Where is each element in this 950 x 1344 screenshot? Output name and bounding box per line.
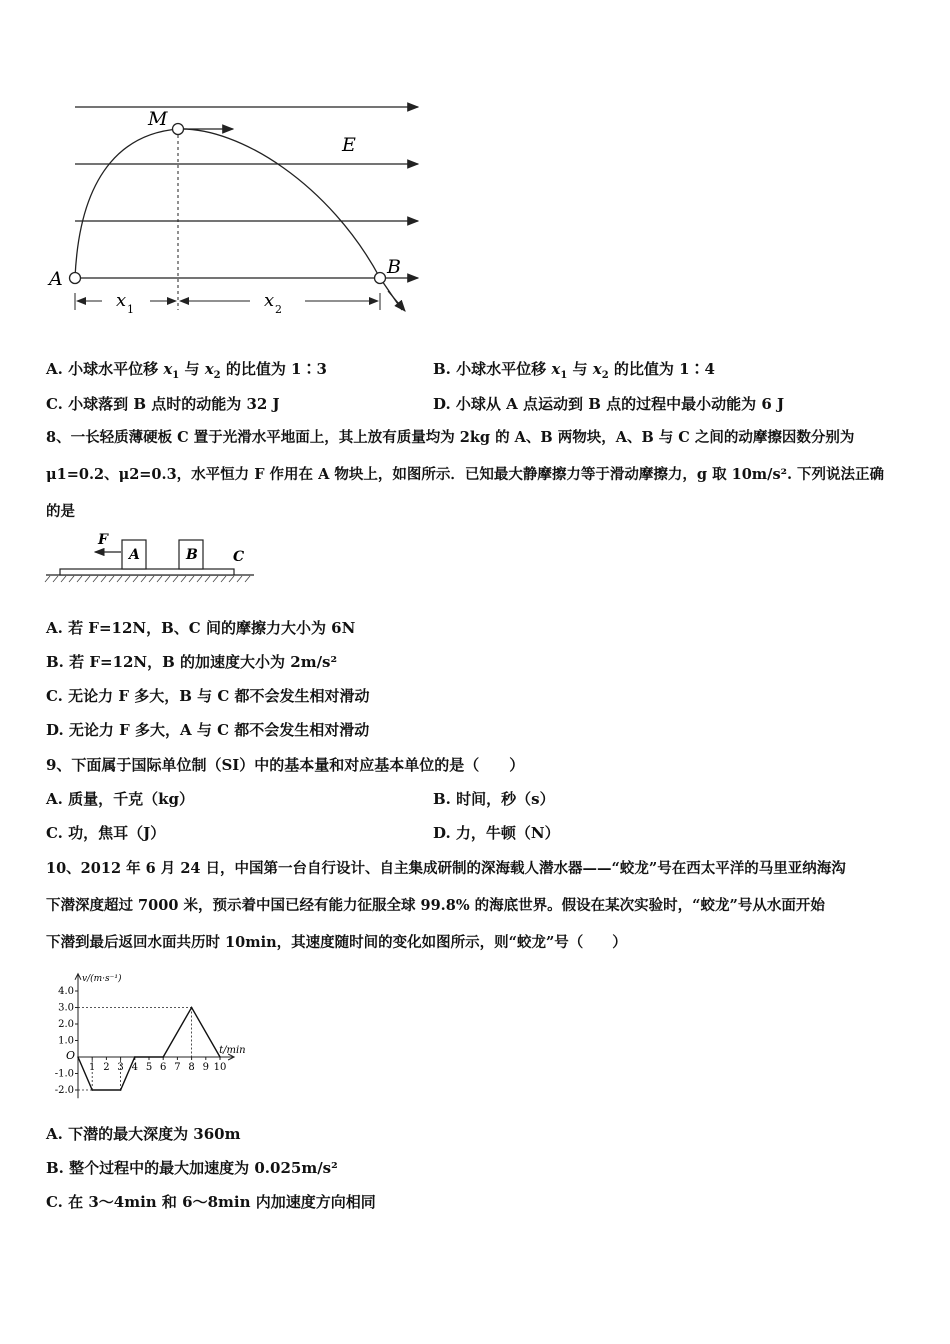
- label-x2: x: [264, 290, 275, 311]
- label-E: E: [342, 134, 356, 156]
- data-point: [162, 1056, 164, 1058]
- label-M: M: [148, 108, 168, 130]
- data-point: [91, 1089, 93, 1091]
- x-tick-label: 10: [213, 1062, 227, 1073]
- x-tick-label: 5: [145, 1062, 153, 1073]
- exit-arrow: [388, 291, 405, 311]
- x-tick-label: 4: [131, 1062, 138, 1073]
- q8-stem-line3: 的是: [46, 503, 75, 520]
- data-point: [120, 1089, 122, 1091]
- fig-label-B: B: [186, 547, 198, 563]
- q8-stem: [46, 419, 906, 530]
- q9-option-c: C. 功，焦耳（J）: [46, 824, 166, 842]
- q9-option-b: B. 时间，秒（s）: [433, 790, 555, 808]
- label-x1: x: [116, 290, 127, 311]
- y-axis-label: v/(m·s⁻¹): [82, 973, 122, 984]
- label-B: B: [387, 256, 401, 278]
- y-tick-label: -2.0: [54, 1085, 74, 1096]
- q10-stem-line3: 下潜到最后返回水面共历时 10min，其速度随时间的变化如图所示，则“蛟龙”号（ ）: [46, 934, 627, 951]
- data-point: [77, 1056, 79, 1058]
- x-tick-label: 9: [202, 1062, 209, 1073]
- board-C: [60, 569, 234, 575]
- x-tick-label: 1: [89, 1062, 96, 1073]
- q7-option-a: A. 小球水平位移 $x_1$ 与 $x_2$ 的比值为 1∶3: [46, 360, 327, 381]
- x-tick-label: 2: [103, 1062, 110, 1073]
- q9-option-a: A. 质量，千克（kg）: [46, 790, 194, 808]
- x-tick-label: 6: [160, 1062, 167, 1073]
- field-trajectory-figure: [40, 95, 440, 330]
- origin-label: O: [66, 1049, 76, 1062]
- y-tick-label: 1.0: [58, 1035, 74, 1047]
- y-tick-label: 2.0: [58, 1019, 74, 1030]
- fig-label-C: C: [233, 549, 245, 565]
- y-tick-label: 4.0: [58, 986, 74, 997]
- q8-option-b: B. 若 F=12N，B 的加速度大小为 2m/s²: [46, 653, 338, 671]
- x-axis-label: t/min: [219, 1045, 246, 1056]
- fig-label-F: F: [98, 532, 108, 548]
- data-point: [219, 1056, 221, 1058]
- q10-option-b: B. 整个过程中的最大加速度为 0.025m/s²: [46, 1159, 338, 1177]
- q9-option-d: D. 力，牛顿（N）: [433, 824, 560, 842]
- q7-option-d: D. 小球从 A 点运动到 B 点的过程中最小动能为 6 J: [433, 395, 785, 413]
- ground-hatch: [45, 576, 250, 582]
- velocity-series-line: [78, 1008, 220, 1091]
- y-tick-label: 3.0: [58, 1002, 74, 1014]
- point-B: [375, 273, 386, 284]
- point-A: [70, 273, 81, 284]
- data-point: [191, 1007, 193, 1009]
- fig-label-A: A: [129, 547, 140, 563]
- q8-stem-line2: μ1=0.2、μ2=0.3，水平恒力 F 作用在 A 物块上，如图所示．已知最大静摩擦力等于滑动摩擦力，g 取 10m/s². 下列说法正确: [46, 466, 885, 483]
- x-tick-label: 8: [188, 1062, 195, 1073]
- label-A: A: [49, 268, 63, 290]
- label-x2-sub: 2: [275, 303, 282, 316]
- q10-stem-line2: 下潜深度超过 7000 米，预示着中国已经有能力征服全球 99.8% 的海底世界。假设在某次实验时，“蛟龙”号从水面开始: [46, 897, 825, 914]
- data-point: [134, 1056, 136, 1058]
- q7-option-b: B. 小球水平位移 $x_1$ 与 $x_2$ 的比值为 1∶4: [433, 360, 715, 381]
- q8-option-d: D. 无论力 F 多大，A 与 C 都不会发生相对滑动: [46, 721, 370, 739]
- q10-stem-line1: 10、2012 年 6 月 24 日，中国第一台自行设计、自主集成研制的深海载人潜水器——“蛟龙”号在西太平洋的马里亚纳海沟: [46, 860, 846, 877]
- q8-option-a: A. 若 F=12N，B、C 间的摩擦力大小为 6N: [46, 619, 356, 637]
- x-tick-label: 7: [174, 1062, 181, 1073]
- y-tick-label: -1.0: [54, 1068, 74, 1080]
- blocks-board-figure: [42, 530, 262, 590]
- velocity-time-chart: [40, 962, 260, 1112]
- trajectory-curve: [75, 129, 402, 310]
- q7-option-c: C. 小球落到 B 点时的动能为 32 J: [46, 395, 280, 413]
- q8-stem-line1: 8、一长轻质薄硬板 C 置于光滑水平地面上，其上放有质量均为 2kg 的 A、B 两物块，A、B 与 C 之间的动摩擦因数分别为: [46, 429, 855, 446]
- q10-stem: [46, 850, 906, 961]
- q10-option-a: A. 下潜的最大深度为 360m: [46, 1125, 241, 1143]
- q8-option-c: C. 无论力 F 多大，B 与 C 都不会发生相对滑动: [46, 687, 370, 705]
- q10-option-c: C. 在 3～4min 和 6～8min 内加速度方向相同: [46, 1193, 376, 1211]
- x-tick-label: 3: [117, 1062, 124, 1073]
- point-M: [173, 124, 184, 135]
- q9-stem: 9、下面属于国际单位制（SI）中的基本量和对应基本单位的是（ ）: [46, 756, 525, 774]
- label-x1-sub: 1: [127, 303, 134, 316]
